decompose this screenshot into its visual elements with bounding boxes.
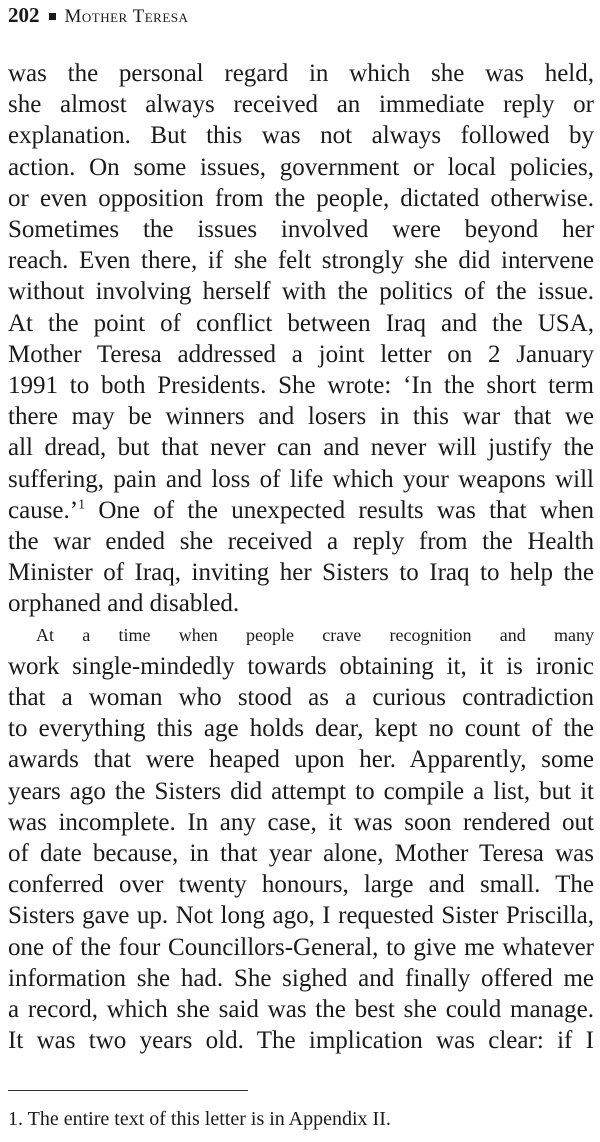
text-line: Mother Teresa addressed a joint letter on 2 January: [8, 340, 594, 368]
text-segment: cause.’: [8, 496, 79, 524]
footnote-reference: 1: [78, 497, 86, 513]
text-line: awards that were heaped upon her. Apparently, some: [8, 746, 594, 774]
running-header: [8, 2, 188, 30]
footnote: 1. The entire text of this letter is in Appendix II.: [8, 1108, 391, 1130]
text-line-with-footnote-ref: [8, 495, 594, 526]
page-number: 202: [8, 3, 40, 27]
text-line: all dread, but that never can and never will justify the: [8, 434, 594, 462]
text-line: there may be winners and losers in this war that we: [8, 403, 594, 431]
body-text: [8, 58, 594, 1057]
text-line: explanation. But this was not always followed by: [8, 122, 594, 150]
text-line: At the point of conflict between Iraq and the USA,: [8, 309, 594, 337]
text-line: years ago the Sisters did attempt to compile a list, but it: [8, 777, 594, 805]
text-line: action. On some issues, government or local policies,: [8, 153, 594, 181]
text-line: a record, which she said was the best she could manage.: [8, 996, 594, 1024]
text-line: was the personal regard in which she was held,: [8, 60, 594, 87]
text-line: orphaned and disabled.: [8, 590, 240, 618]
text-segment: One of the unexpected results was that when: [85, 496, 594, 524]
text-line: At a time when people crave recognition and many: [36, 624, 594, 645]
text-line: information she had. She sighed and finally offered me: [8, 964, 594, 992]
text-line: or even opposition from the people, dictated otherwise.: [8, 184, 594, 212]
text-line: that a woman who stood as a curious contradiction: [8, 684, 594, 712]
text-line: It was two years old. The implication was clear: if I: [8, 1027, 594, 1055]
text-line: was incomplete. In any case, it was soon rendered out: [8, 808, 594, 836]
running-title: Mother Teresa: [64, 6, 189, 27]
square-bullet-icon: [49, 13, 56, 20]
text-line: the war ended she received a reply from the Health: [8, 528, 594, 556]
text-line: 1991 to both Presidents. She wrote: ‘In the short term: [8, 372, 594, 400]
text-line: of date because, in that year alone, Mother Teresa was: [8, 840, 594, 868]
text-line: Minister of Iraq, inviting her Sisters to Iraq to help the: [8, 559, 594, 587]
text-line: she almost always received an immediate reply or: [8, 91, 594, 119]
text-line: suffering, pain and loss of life which your weapons will: [8, 465, 594, 493]
text-line: to everything this age holds dear, kept no count of the: [8, 715, 594, 743]
text-line: without involving herself with the politics of the issue.: [8, 278, 594, 306]
text-line: conferred over twenty honours, large and small. The: [8, 871, 594, 899]
text-line: Sisters gave up. Not long ago, I requested Sister Priscilla,: [8, 902, 594, 930]
footnote-divider: [8, 1090, 248, 1091]
text-line: reach. Even there, if she felt strongly she did intervene: [8, 247, 594, 275]
text-line: work single-mindedly towards obtaining it, it is ironic: [8, 652, 594, 680]
text-line: Sometimes the issues involved were beyond her: [8, 216, 594, 244]
text-line: one of the four Councillors-General, to give me whatever: [8, 933, 594, 961]
